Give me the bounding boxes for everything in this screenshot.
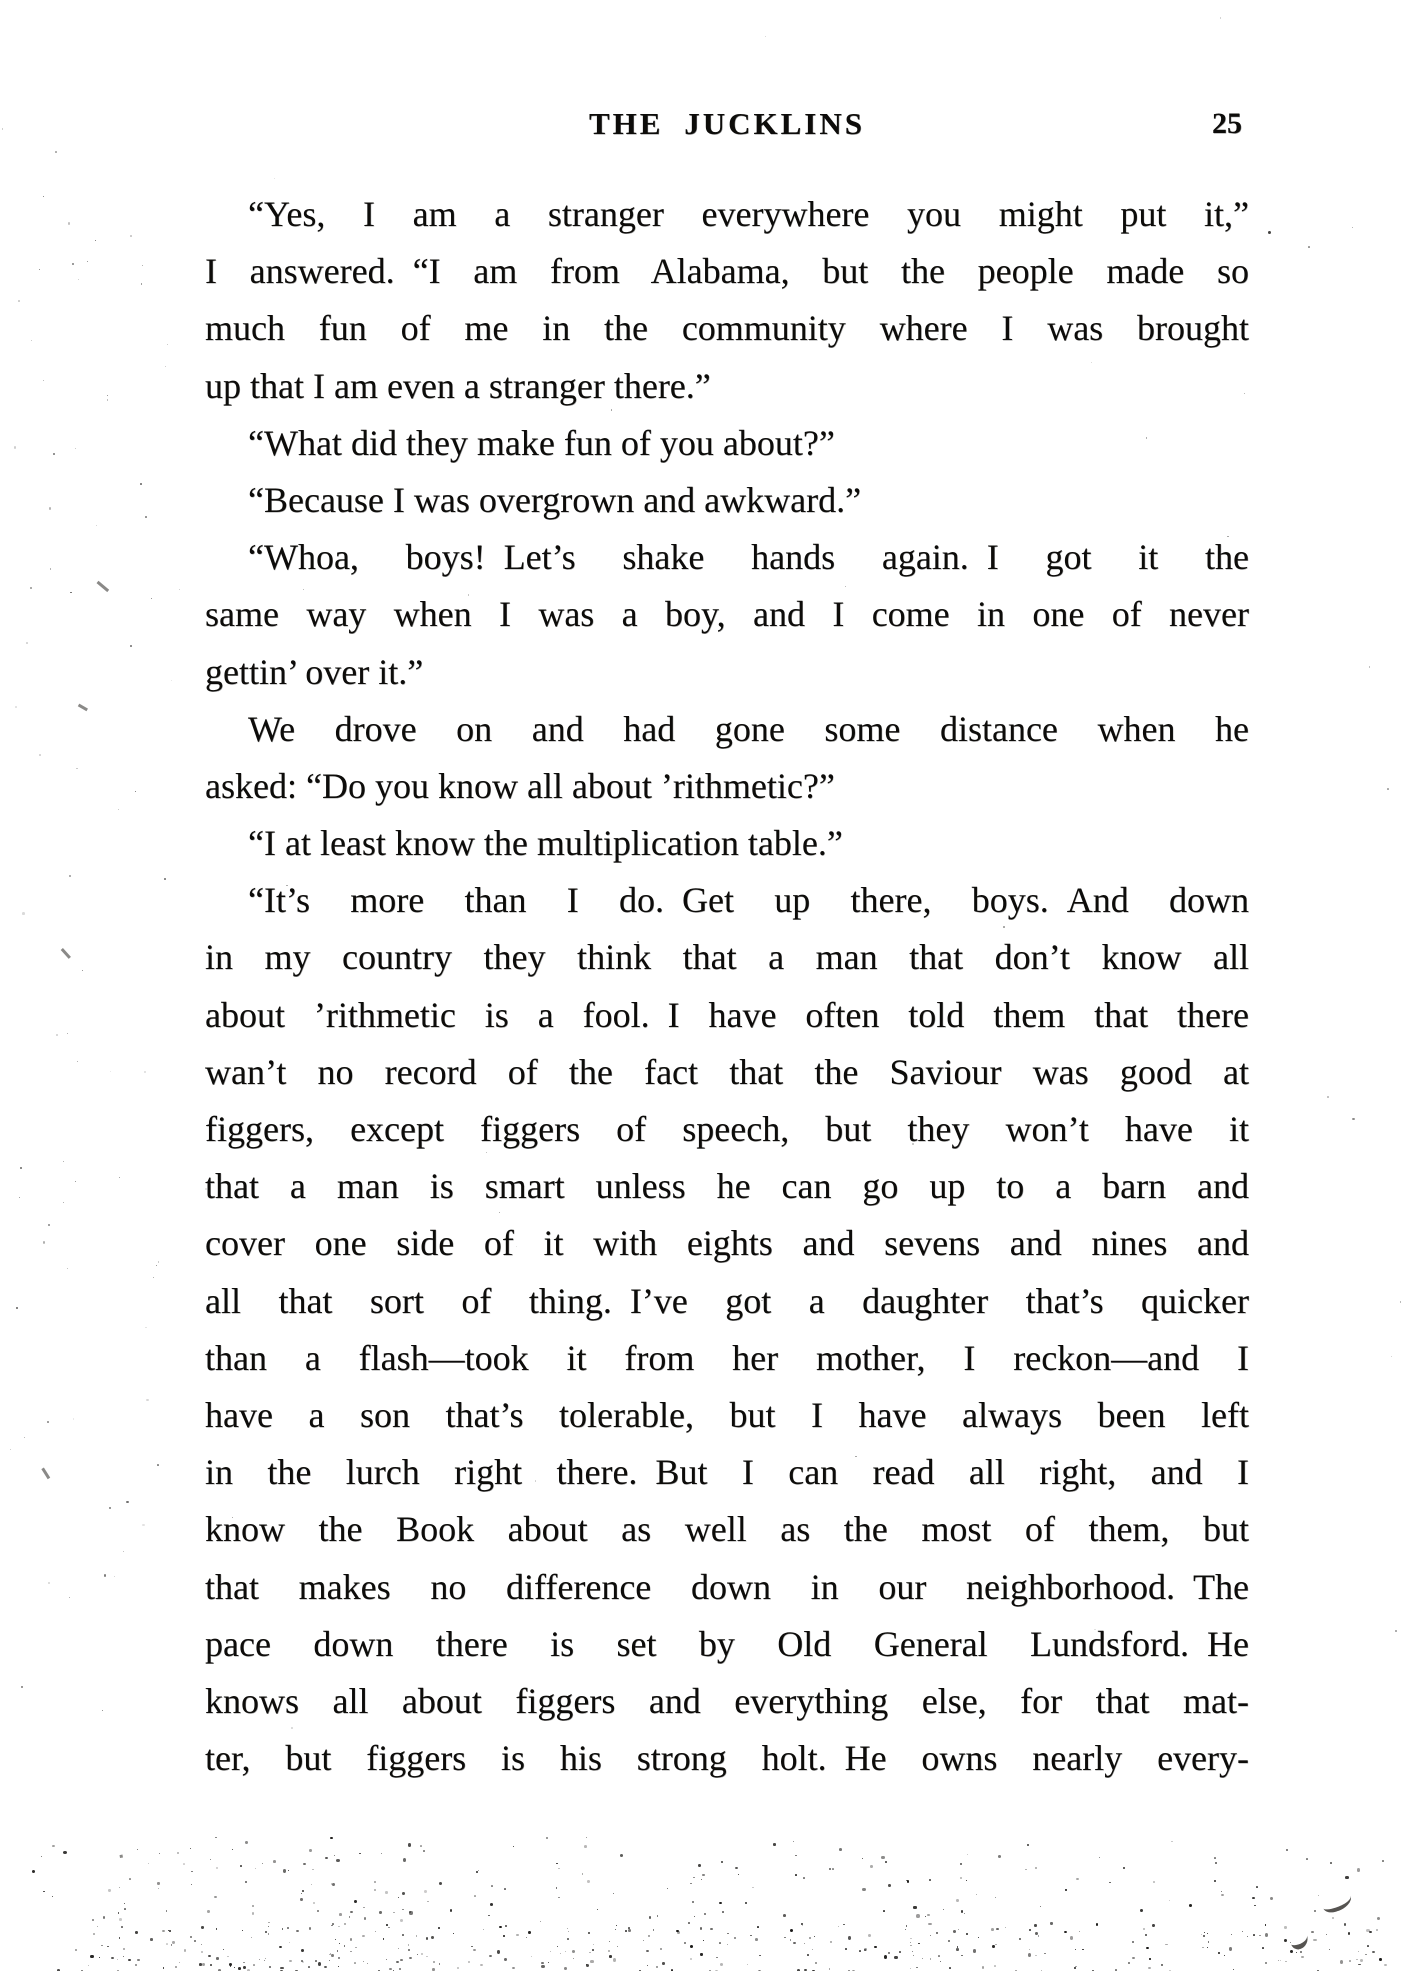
text-line: same way when I was a boy, and I come in one of never bbox=[205, 594, 1249, 635]
text-line: in the lurch right there. But I can read all right, and I bbox=[205, 1452, 1249, 1493]
text-line: I answered. “I am from Alabama, but the people made so bbox=[205, 251, 1249, 292]
text-line: up that I am even a stranger there.” bbox=[205, 365, 711, 406]
text-line: “Because I was overgrown and awkward.” bbox=[248, 479, 862, 520]
text-line: asked: “Do you know all about ’rithmetic?” bbox=[205, 765, 835, 806]
paragraph bbox=[205, 415, 1249, 472]
paragraph bbox=[205, 529, 1249, 701]
page-number: 25 bbox=[1212, 107, 1242, 140]
text-line: wan’t no record of the fact that the Saviour was good at bbox=[205, 1051, 1249, 1092]
paragraph bbox=[205, 872, 1249, 1787]
text-line: that a man is smart unless he can go up to a barn and bbox=[205, 1166, 1249, 1207]
text-line: have a son that’s tolerable, but I have always been left bbox=[205, 1394, 1249, 1435]
page-title: THE JUCKLINS bbox=[589, 106, 865, 141]
text-line: “It’s more than I do. Get up there, boys. And down bbox=[248, 880, 1249, 921]
running-head bbox=[205, 104, 1249, 144]
text-line: about ’rithmetic is a fool. I have often told them that there bbox=[205, 994, 1249, 1035]
text-line: “What did they make fun of you about?” bbox=[248, 422, 835, 463]
paragraph bbox=[205, 186, 1249, 415]
paragraph bbox=[205, 815, 1249, 872]
text-line: “Yes, I am a stranger everywhere you might put it,” bbox=[248, 194, 1249, 234]
text-line: gettin’ over it.” bbox=[205, 651, 424, 692]
text-line: figgers, except figgers of speech, but they won’t have it bbox=[205, 1109, 1249, 1149]
text-line: We drove on and had gone some distance when he bbox=[248, 708, 1249, 749]
text-line: cover one side of it with eights and sevens and nines and bbox=[205, 1223, 1249, 1264]
text-line: knows all about figgers and everything else, for that mat- bbox=[205, 1680, 1249, 1721]
text-line: all that sort of thing. I’ve got a daughter that’s quicker bbox=[205, 1280, 1249, 1321]
page-body bbox=[205, 186, 1249, 1787]
text-line: “Whoa, boys! Let’s shake hands again. I got it the bbox=[248, 537, 1249, 578]
text-line: than a flash—took it from her mother, I reckon—and I bbox=[205, 1337, 1249, 1378]
text-line: know the Book about as well as the most of them, but bbox=[205, 1509, 1249, 1550]
text-line: “I at least know the multiplication table.” bbox=[248, 823, 843, 864]
text-line: in my country they think that a man that don’t know all bbox=[205, 937, 1249, 978]
text-line: ter, but figgers is his strong holt. He owns nearly every- bbox=[205, 1738, 1249, 1779]
paragraph bbox=[205, 472, 1249, 529]
text-line: pace down there is set by Old General Lundsford. He bbox=[205, 1623, 1249, 1664]
paragraph bbox=[205, 701, 1249, 815]
text-line: that makes no difference down in our neighborhood. The bbox=[205, 1566, 1249, 1607]
text-line: much fun of me in the community where I was brought bbox=[205, 308, 1249, 349]
scan-smudge bbox=[1320, 1889, 1354, 1915]
